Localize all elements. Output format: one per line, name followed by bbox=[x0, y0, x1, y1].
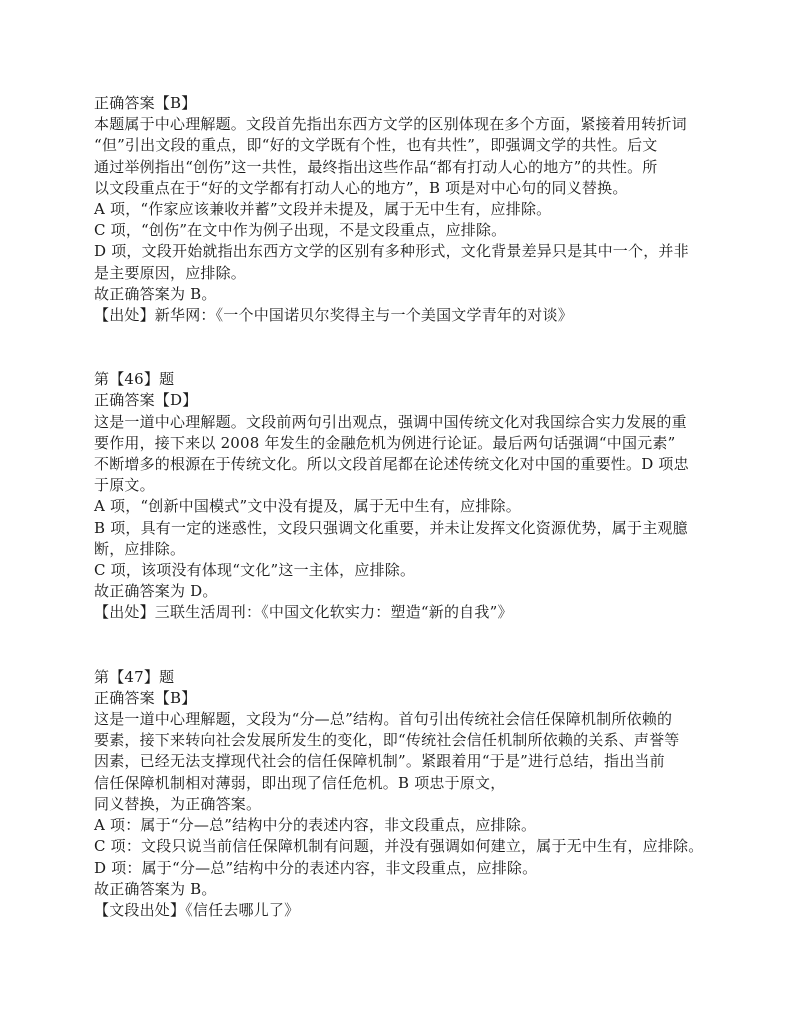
answer-line: 正确答案【B】 bbox=[94, 94, 197, 112]
explanation-line: 这是一道中心理解题，文段为“分—总”结构。首句引出传统社会信任保障机制所依赖的 bbox=[94, 710, 673, 729]
answer-section-46 bbox=[94, 369, 734, 623]
explanation-line: 因素，已经无法支撑现代社会的信任保障机制”。紧跟着用“于是”进行总结，指出当前 bbox=[94, 752, 665, 771]
conclusion-line: 故正确答案为 B。 bbox=[94, 284, 217, 303]
option-analysis-line: D 项：属于“分—总”结构中分的表述内容，非文段重点，应排除。 bbox=[94, 858, 538, 877]
source-line: 【出处】三联生活周刊：《中国文化软实力：塑造“新的自我”》 bbox=[94, 603, 513, 622]
answer-line: 正确答案【B】 bbox=[94, 688, 197, 707]
option-analysis-line: C 项，“创伤”在文中作为例子出现，不是文段重点，应排除。 bbox=[94, 221, 507, 240]
document-page bbox=[94, 93, 734, 921]
answer-line: 正确答案【D】 bbox=[94, 391, 198, 410]
explanation-line: 以文段重点在于“好的文学都有打动人心的地方”，B 项是对中心句的同义替换。 bbox=[94, 178, 628, 197]
option-analysis-line: A 项，“作家应该兼收并蓄”文段并未提及，属于无中生有，应排除。 bbox=[94, 200, 552, 219]
explanation-line: 不断增多的根源在于传统文化。所以文段首尾都在论述传统文化对中国的重要性。D 项忠 bbox=[94, 455, 689, 474]
answer-section-45 bbox=[94, 93, 734, 326]
explanation-line: 信任保障机制相对薄弱，即出现了信任危机。B 项忠于原文， bbox=[94, 773, 506, 792]
option-analysis-line: 断，应排除。 bbox=[94, 539, 186, 558]
explanation-line: 要作用，接下来以 2008 年发生的金融危机为例进行论证。最后两句话强调“中国元素” bbox=[94, 433, 676, 452]
explanation-line: 要素，接下来转向社会发展所发生的变化，即“传统社会信任机制所依赖的关系、声誉等 bbox=[94, 731, 680, 750]
conclusion-line: 故正确答案为 B。 bbox=[94, 879, 217, 898]
option-analysis-line: C 项，该项没有体现“文化”这一主体，应排除。 bbox=[94, 561, 416, 580]
option-analysis-line: D 项，文段开始就指出东西方文学的区别有多种形式，文化背景差异只是其中一个，并非 bbox=[94, 242, 689, 261]
source-line: 【文段出处】《信任去哪儿了》 bbox=[94, 900, 300, 919]
question-number-line: 第【47】题 bbox=[94, 667, 175, 686]
option-analysis-line: 是主要原因，应排除。 bbox=[94, 263, 247, 282]
explanation-line: 这是一道中心理解题。文段前两句引出观点，强调中国传统文化对我国综合实力发展的重 bbox=[94, 412, 687, 431]
option-analysis-line: B 项，具有一定的迷惑性，文段只强调文化重要，并未让发挥文化资源优势，属于主观臆 bbox=[94, 518, 688, 537]
question-number-line: 第【46】题 bbox=[94, 370, 175, 389]
explanation-line: 通过举例指出“创伤”这一共性，最终指出这些作品“都有打动人心的地方”的共性。所 bbox=[94, 157, 658, 176]
explanation-line: 本题属于中心理解题。文段首先指出东西方文学的区别体现在多个方面，紧接着用转折词 bbox=[94, 115, 687, 134]
section-gap bbox=[94, 326, 734, 369]
explanation-line: 同义替换，为正确答案。 bbox=[94, 794, 262, 813]
source-line: 【出处】新华网：《一个中国诺贝尔奖得主与一个美国文学青年的对谈》 bbox=[94, 306, 573, 325]
explanation-line: “但”引出文段的重点，即“好的文学既有个性，也有共性”，即强调文学的共性。后文 bbox=[94, 136, 658, 155]
option-analysis-line: C 项：文段只说当前信任保障机制有问题，并没有强调如何建立，属于无中生有，应排除。 bbox=[94, 837, 704, 856]
conclusion-line: 故正确答案为 D。 bbox=[94, 582, 218, 601]
explanation-line: 于原文。 bbox=[94, 476, 155, 495]
option-analysis-line: A 项，“创新中国模式”文中没有提及，属于无中生有，应排除。 bbox=[94, 497, 521, 516]
option-analysis-line: A 项：属于“分—总”结构中分的表述内容，非文段重点，应排除。 bbox=[94, 816, 537, 835]
answer-section-47 bbox=[94, 667, 734, 921]
section-gap bbox=[94, 624, 734, 667]
